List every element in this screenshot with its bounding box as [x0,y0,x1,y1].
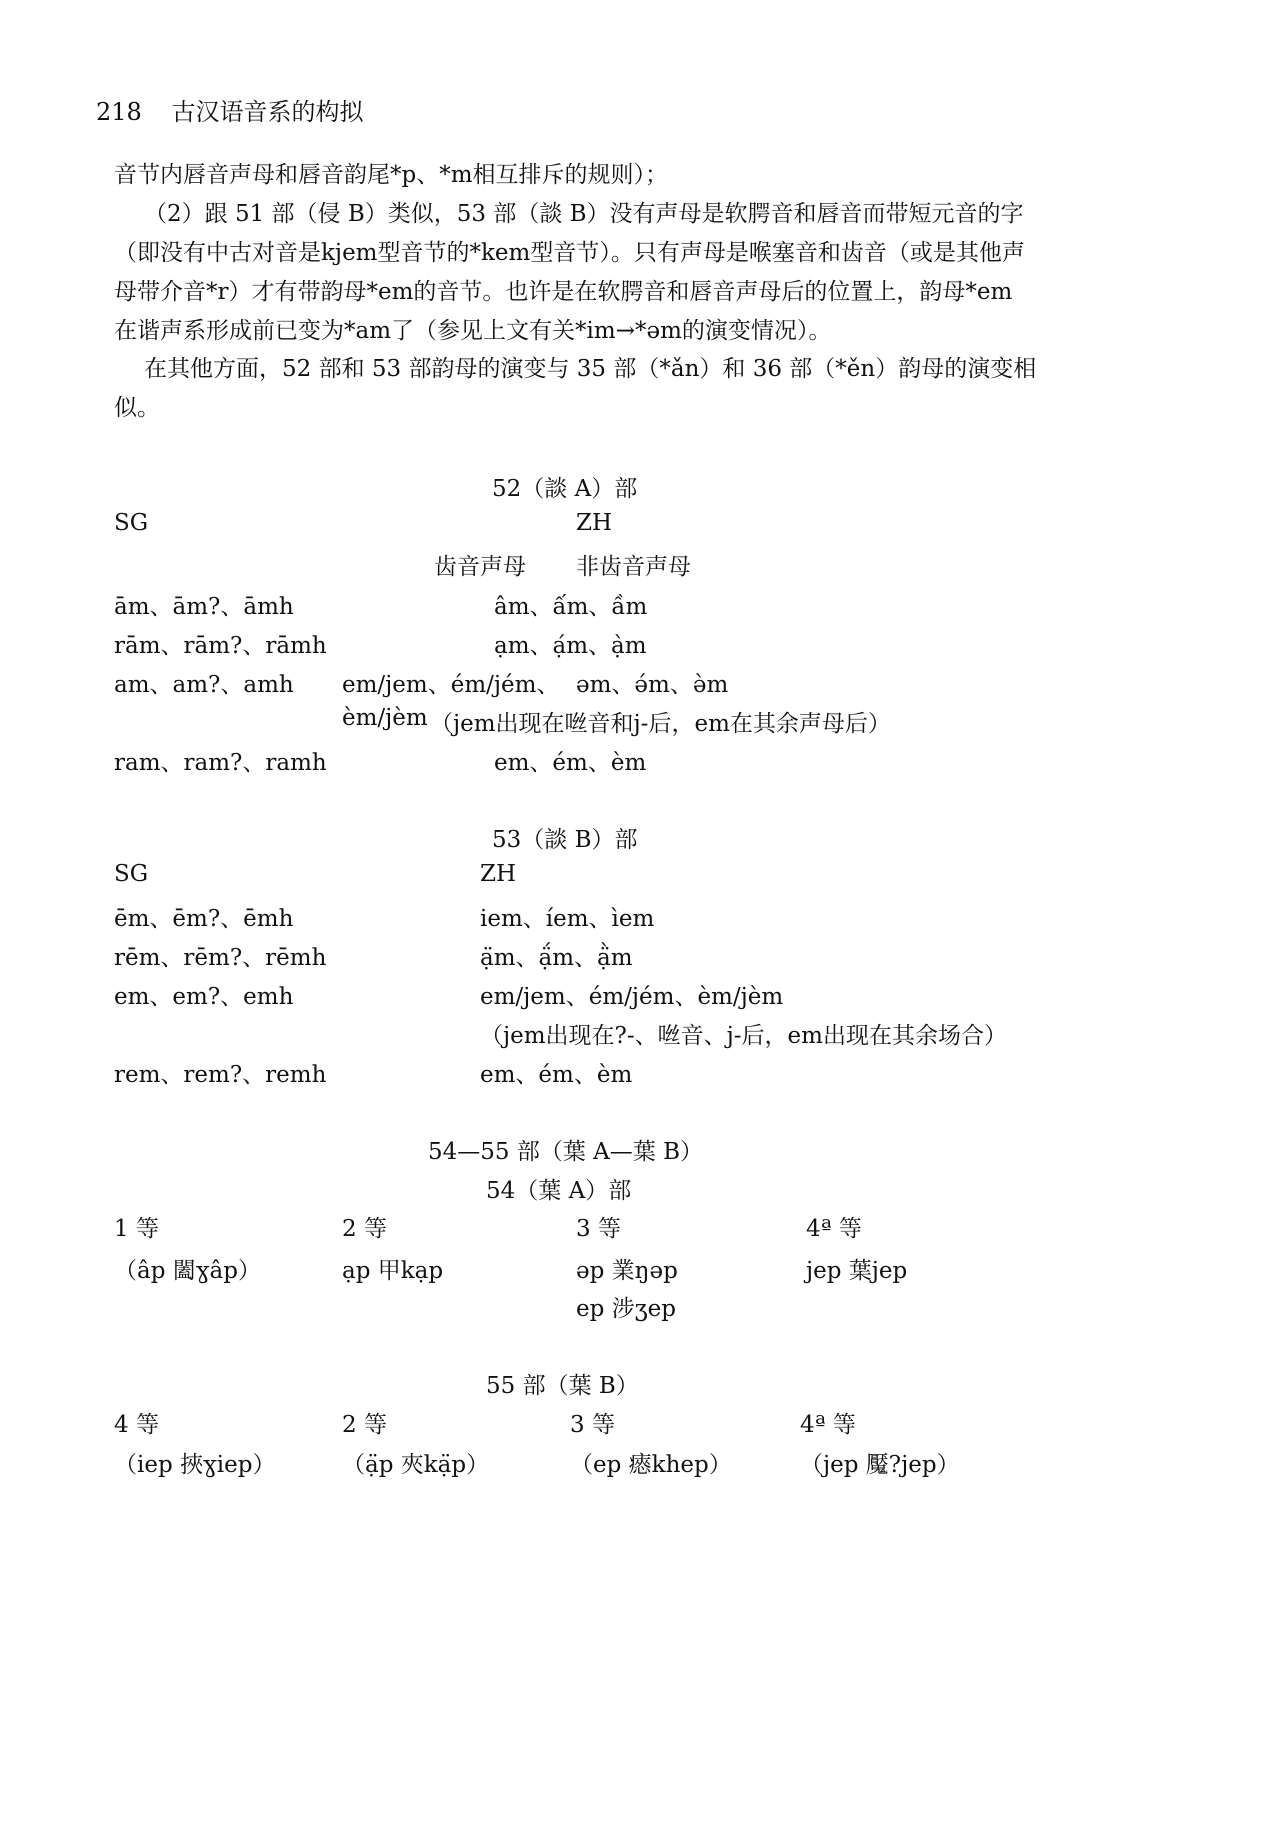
section-53-title: 53（談 B）部 [492,827,638,853]
sec53-row5-sg: rem、rem?、remh [114,1062,327,1088]
sec53-row5-zh: em、ém、èm [480,1062,633,1088]
sec52-row2-sg: rām、rām?、rāmh [114,633,327,659]
sec55-col4-v1: （jep 魘?jep） [800,1452,960,1478]
sec53-row2-sg: rēm、rēm?、rēmh [114,945,327,971]
page-number: 218 [96,98,142,126]
section-52-sub-nondental: 非齿音声母 [576,554,691,580]
sec53-row2-zh: ạ̈m、ạ̈́m、ạ̈̀m [480,945,633,971]
section-54-55-title: 54—55 部（葉 A—葉 B） [428,1139,703,1165]
sec52-row1-sg: ām、ām?、āmh [114,594,294,620]
paragraph-3-line-1: 在其他方面，52 部和 53 部韵母的演变与 35 部（*ǎn）和 36 部（*ěn）韵母的演变相 [144,356,1037,382]
sec53-row4-note: （jem出现在?-、咝音、j-后，em出现在其余场合） [480,1023,1007,1049]
paragraph-1: 音节内唇音声母和唇音韵尾*p、*m相互排斥的规则）； [114,162,669,188]
section-52-col-sg: SG [114,510,149,536]
sec53-row1-sg: ēm、ēm?、ēmh [114,906,294,932]
sec55-col3-v1: （ep 瘱khep） [570,1452,732,1478]
sec52-row1-zh: âm、ấm、ầm [494,594,648,620]
sec54-col3-head: 3 等 [576,1216,621,1242]
section-52-col-zh: ZH [576,510,613,536]
sec55-col4-head: 4ª 等 [800,1412,856,1438]
paragraph-2-line-3: 母带介音*r）才有带韵母*em的音节。也许是在软腭音和唇音声母后的位置上，韵母*em [114,279,1013,305]
sec53-row1-zh: iem、íem、ìem [480,906,655,932]
sec53-row3-zh: em/jem、ém/jém、èm/jèm [480,984,784,1010]
running-header [96,92,363,127]
sec54-col1-v1: （âp 闔ɣâp） [114,1258,261,1284]
sec52-row4-zh-dental: èm/jèm [342,705,428,731]
sec52-row2-zh: ạm、ạ́m、ạ̀m [494,633,647,659]
sec54-col2-v1: ạp 甲kạp [342,1258,444,1284]
sec55-col3-head: 3 等 [570,1412,615,1438]
sec52-row5-zh: em、ém、èm [494,750,647,776]
sec52-row3-zh-dental: em/jem、ém/jém、 [342,672,560,698]
sec52-row5-sg: ram、ram?、ramh [114,750,327,776]
sec52-row3-sg: am、am?、amh [114,672,294,698]
section-52-sub-dental: 齿音声母 [434,554,526,580]
sec55-col1-head: 4 等 [114,1412,159,1438]
sec53-row3-sg: em、em?、emh [114,984,294,1010]
paragraph-2-line-2: （即没有中古对音是kjem型音节的*kem型音节）。只有声母是喉塞音和齿音（或是其他声 [114,240,1025,266]
section-53-col-zh: ZH [480,861,517,887]
sec54-col4-v1: jep 葉jep [806,1258,908,1284]
sec54-col1-head: 1 等 [114,1216,159,1242]
section-52-title: 52（談 A）部 [492,476,638,502]
sec52-row4-note: （jem出现在咝音和j-后，em在其余声母后） [430,711,891,737]
paragraph-3-line-2: 似。 [114,395,160,421]
paragraph-2-line-1: （2）跟 51 部（侵 B）类似，53 部（談 B）没有声母是软腭音和唇音而带短元音的字 [144,201,1024,227]
sec55-col1-v1: （iep 挾ɣiep） [114,1452,276,1478]
sec54-col3-v1: əp 業ŋəp [576,1258,678,1284]
sec54-col3-v2: ep 涉ʒep [576,1296,676,1322]
sec52-row3-zh: əm、ə́m、ə̀m [576,672,729,698]
running-title: 古汉语音系的构拟 [171,98,364,126]
sec55-col2-v1: （ạ̈p 夾kạ̈p） [342,1452,490,1478]
paragraph-2-line-4: 在谐声系形成前已变为*am了（参见上文有关*im→*əm的演变情况）。 [114,318,832,344]
sec54-col2-head: 2 等 [342,1216,387,1242]
sec54-col4-head: 4ª 等 [806,1216,862,1242]
section-53-col-sg: SG [114,861,149,887]
section-55-title: 55 部（葉 B） [486,1373,639,1399]
section-54-title: 54（葉 A）部 [486,1178,632,1204]
sec55-col2-head: 2 等 [342,1412,387,1438]
